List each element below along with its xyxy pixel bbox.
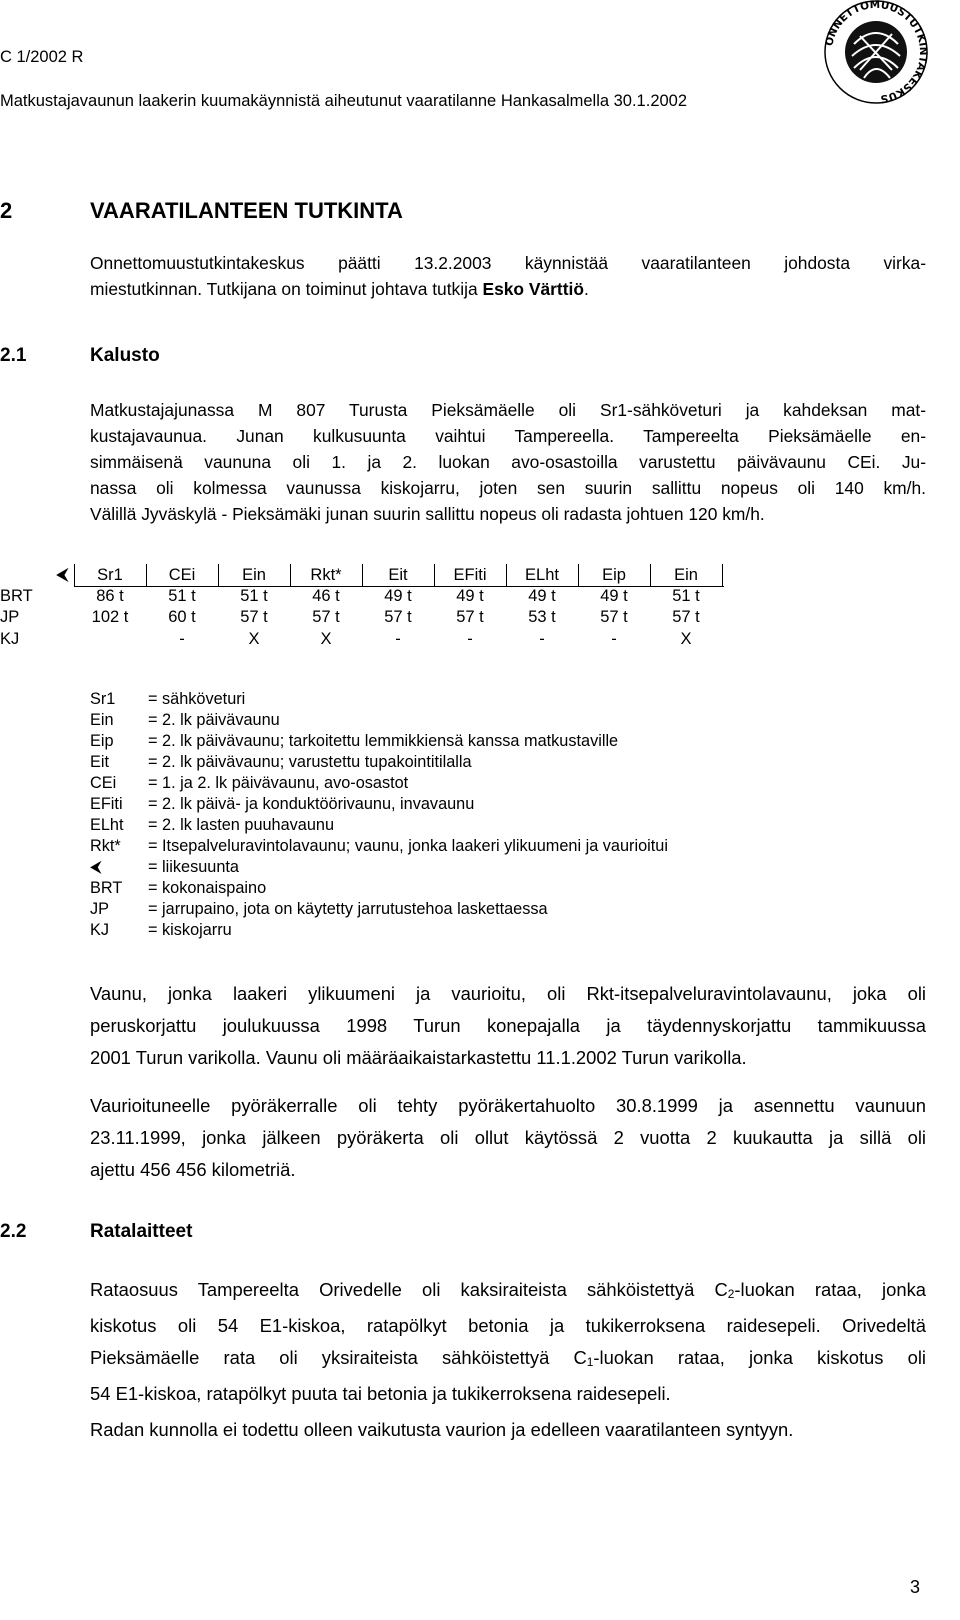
consist-row-jp (0, 608, 960, 630)
text-line: ajettu 456 456 kilometriä. (90, 1159, 296, 1180)
intro-paragraph (90, 250, 926, 302)
direction-arrow-icon: ⮜ (56, 564, 69, 584)
unit-cell: EFiti (453, 566, 487, 584)
text-span: -luokan rataa, jonka kiskotus oli (593, 1346, 926, 1368)
report-title: Matkustajavaunun laakerin kuumakäynnistä aiheutunut vaaratilanne Hankasalmella 30.1.2002 (0, 92, 688, 110)
legend-value: = liikesuunta (148, 858, 239, 876)
page-number: 3 (910, 1577, 921, 1597)
text-line: Matkustajajunassa M 807 Turusta Pieksämäelle oli Sr1-sähköveturi ja kahdeksan mat- (90, 400, 926, 420)
value-cell: 57 t (456, 608, 484, 626)
legend-value: = 1. ja 2. lk päivävaunu, avo-osastot (148, 774, 409, 792)
value-cell: 86 t (96, 587, 124, 605)
unit-cell: CEi (168, 566, 196, 584)
row-label: KJ (0, 630, 20, 648)
value-cell: 102 t (91, 608, 129, 626)
text-span: miestutkinnan. Tutkijana on toiminut johtava tutkija (90, 279, 483, 299)
investigator-name: Esko Värttiö (482, 279, 584, 299)
unit-cell: Eit (388, 566, 408, 584)
text-line: nassa oli kolmessa vaunussa kiskojarru, joten sen suurin sallittu nopeus oli 140 km/h. (90, 478, 926, 498)
value-cell: 57 t (240, 608, 268, 626)
unit-cell: Rkt* (310, 566, 342, 584)
track-conclusion: Radan kunnolla ei todettu olleen vaikutusta vaurion ja edelleen vaaratilanteen syntyyn. (90, 1419, 794, 1440)
value-cell: 46 t (312, 587, 340, 605)
text-line: 23.11.1999, jonka jälkeen pyöräkerta oli ollut käytössä 2 vuotta 2 kuukautta ja sillä oli (90, 1127, 926, 1148)
logo-seal (820, 0, 932, 105)
value-cell: 57 t (312, 608, 340, 626)
subsection-title: Ratalaitteet (90, 1221, 193, 1242)
legend-value: = 2. lk päivävaunu; tarkoitettu lemmikkiensä kanssa matkustaville (148, 732, 619, 750)
text-span: -luokan rataa, jonka (734, 1279, 926, 1300)
text-span: Pieksämäelle rata oli yksiraiteista sähköistettyä C (90, 1346, 587, 1368)
legend-key: Ein (90, 711, 114, 729)
section-number: 2 (0, 198, 13, 223)
section-title: VAARATILANTEEN TUTKINTA (90, 198, 403, 223)
legend-value: = kiskojarru (148, 921, 232, 939)
row-label: JP (0, 608, 20, 626)
legend-key: Rkt* (90, 837, 121, 855)
value-cell: - (467, 630, 473, 648)
text-line: 54 E1-kiskoa, ratapölkyt puuta tai betonia ja tukikerroksena raidesepeli. (90, 1382, 671, 1404)
value-cell: 57 t (600, 608, 628, 626)
text-line: peruskorjattu joulukuussa 1998 Turun konepajalla ja täydennyskorjattu tammikuussa (90, 1015, 926, 1036)
text-line: Onnettomuustutkintakeskus päätti 13.2.2003 käynnistää vaaratilanteen johdosta virka- (90, 253, 926, 273)
text-line: simmäisenä vaununa oli 1. ja 2. luokan avo-osastoilla varustettu päivävaunu CEi. Ju- (90, 452, 926, 472)
wagon-paragraph (90, 978, 926, 1074)
consist-row-kj (0, 630, 960, 652)
consist-units-row (0, 566, 960, 588)
legend-key: Sr1 (90, 690, 116, 708)
subsection-number: 2.1 (0, 345, 27, 366)
report-code: C 1/2002 R (0, 48, 84, 66)
legend-key: Eip (90, 732, 114, 750)
bogie-paragraph (90, 1090, 926, 1186)
text-line: Vaurioituneelle pyöräkerralle oli tehty pyöräkertahuolto 30.8.1999 ja asennettu vaunuun (90, 1095, 926, 1116)
legend-value: = Itsepalveluravintolavaunu; vaunu, jonka laakeri ylikuumeni ja vaurioitui (148, 837, 668, 855)
text-line: kustajavaunua. Junan kulkusuunta vaihtui Tampereella. Tampereelta Pieksämäelle en- (90, 426, 926, 446)
accident-investigation-seal-icon (820, 0, 932, 105)
legend-key: CEi (90, 774, 117, 792)
unit-cell: Ein (674, 566, 698, 584)
legend-key: ELht (90, 816, 124, 834)
direction-arrow-icon: ⮜ (90, 858, 102, 876)
text-line: Vaunu, jonka laakeri ylikuumeni ja vaurioitu, oli Rkt-itsepalveluravintolavaunu, joka oli (90, 983, 926, 1004)
value-cell: 60 t (168, 608, 196, 626)
value-cell: 49 t (384, 587, 412, 605)
unit-cell: Ein (242, 566, 266, 584)
text-span: . (583, 279, 589, 299)
text-line: kiskotus oli 54 E1-kiskoa, ratapölkyt betonia ja tukikerroksena raidesepeli. Orivedeltä (90, 1314, 926, 1336)
unit-cell: Eip (602, 566, 626, 584)
legend-key: KJ (90, 921, 110, 939)
value-cell: 51 t (168, 587, 196, 605)
value-cell: 51 t (672, 587, 700, 605)
logo-text: ONNETTOMUUSTUTKINTAKESKUS (823, 0, 930, 105)
subsection-number: 2.2 (0, 1221, 27, 1242)
rolling-stock-paragraph (90, 397, 926, 527)
value-cell: 51 t (240, 587, 268, 605)
value-cell: 49 t (528, 587, 556, 605)
value-cell: - (179, 630, 185, 648)
unit-cell: ELht (525, 566, 559, 584)
value-cell: 49 t (456, 587, 484, 605)
legend-key: EFiti (90, 795, 123, 813)
legend-value: = 2. lk päivävaunu; varustettu tupakointitilalla (148, 753, 472, 771)
value-cell: 49 t (600, 587, 628, 605)
text-line (90, 1342, 926, 1378)
text-line (90, 1274, 926, 1310)
value-cell: X (680, 630, 692, 648)
legend-key: BRT (90, 879, 123, 897)
value-cell: X (248, 630, 260, 648)
unit-cell: Sr1 (97, 566, 123, 584)
subsection-title: Kalusto (90, 345, 160, 366)
subscript: 1 (586, 1354, 594, 1369)
legend-value: = kokonaispaino (148, 879, 267, 897)
legend-value: = 2. lk päivävaunu (148, 711, 280, 729)
legend-key: JP (90, 900, 110, 918)
text-span: Rataosuus Tampereelta Orivedelle oli kaksiraiteista sähköistettyä C (90, 1279, 728, 1300)
value-cell: - (611, 630, 617, 648)
legend-value: = sähköveturi (148, 690, 246, 708)
text-line: 2001 Turun varikolla. Vaunu oli määräaikaistarkastettu 11.1.2002 Turun varikolla. (90, 1047, 747, 1068)
value-cell: X (320, 630, 332, 648)
value-cell: - (395, 630, 401, 648)
legend-value: = jarrupaino, jota on käytetty jarrutustehoa laskettaessa (148, 900, 548, 918)
text-line (90, 276, 926, 302)
text-line: Välillä Jyväskylä - Pieksämäki junan suurin sallittu nopeus oli radasta johtuen 120 km/h. (90, 504, 765, 524)
abbreviation-legend (90, 690, 850, 950)
legend-key: Eit (90, 753, 110, 771)
subscript: 2 (727, 1286, 735, 1301)
consist-row-brt (0, 587, 960, 609)
row-label: BRT (0, 587, 33, 605)
value-cell: - (539, 630, 545, 648)
legend-value: = 2. lk lasten puuhavaunu (148, 816, 335, 834)
value-cell: 57 t (384, 608, 412, 626)
train-consist-table (0, 560, 960, 660)
value-cell: 53 t (528, 608, 556, 626)
track-paragraph (90, 1274, 926, 1410)
value-cell: 57 t (672, 608, 700, 626)
legend-value: = 2. lk päivä- ja konduktöörivaunu, invavaunu (148, 795, 475, 813)
